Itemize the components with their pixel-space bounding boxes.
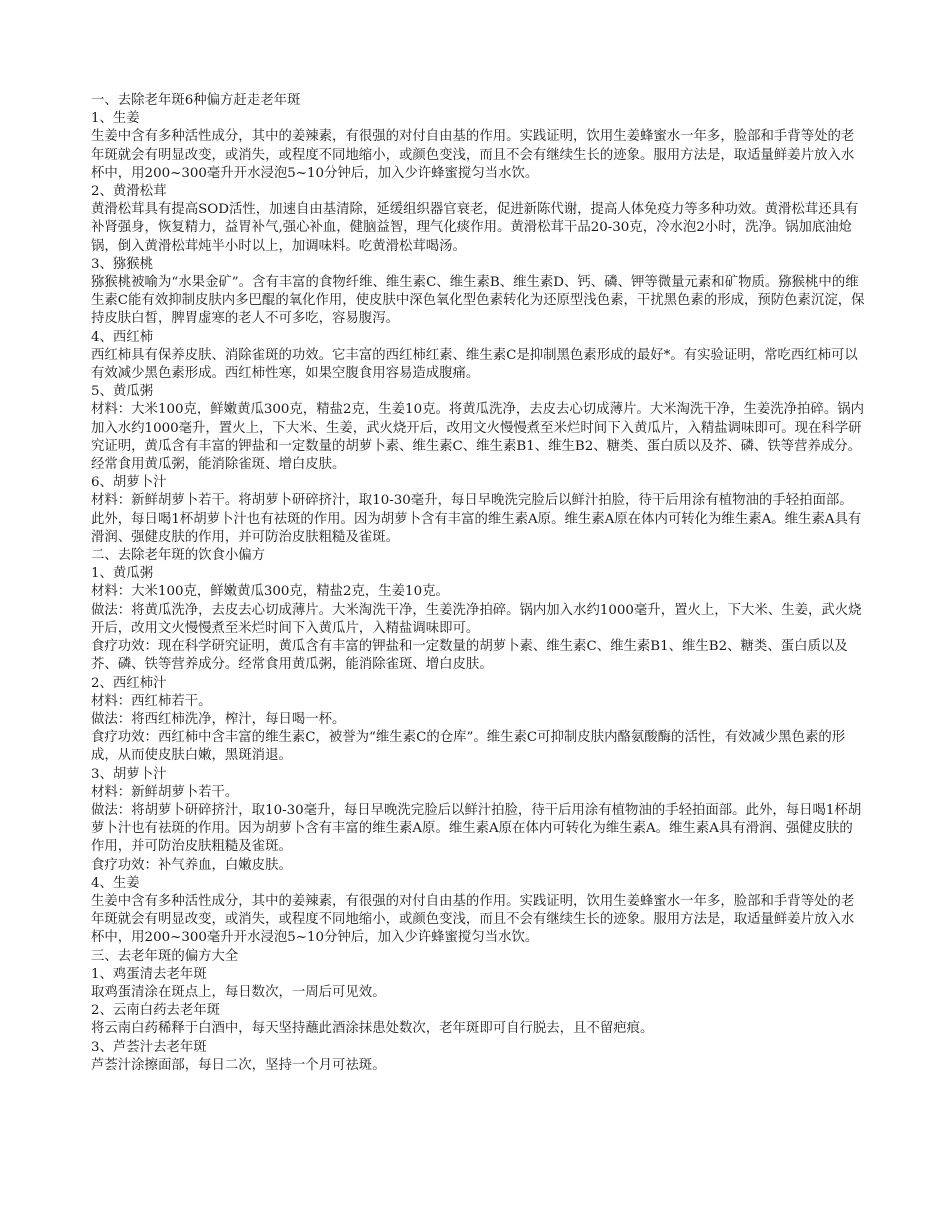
document-body	[91, 92, 866, 1075]
paragraph: 材料：西红柿若干。	[91, 693, 212, 709]
item-heading: 2、黄滑松茸	[91, 184, 167, 200]
paragraph: 食疗功效：西红柿中含丰富的维生素C，被誉为“维生素C的仓库”。维生素C可抑制皮肤内酪氨酸酶的活性，有效减少黑色素的形成，从而使皮肤白嫩，黑斑消退。	[91, 730, 846, 764]
paragraph: 取鸡蛋清涂在斑点上，每日数次，一周后可见效。	[91, 984, 386, 1000]
item-heading: 3、胡萝卜汁	[91, 766, 167, 782]
item-heading: 1、鸡蛋清去老年斑	[91, 966, 207, 982]
item-heading: 2、西红柿汁	[91, 675, 167, 691]
section-heading: 一、去除老年斑6种偏方赶走老年斑	[91, 93, 301, 108]
item-heading: 3、芦荟汁去老年斑	[91, 1039, 207, 1055]
item-heading: 4、生姜	[91, 875, 140, 891]
paragraph: 生姜中含有多种活性成分，其中的姜辣素，有很强的对付自由基的作用。实践证明，饮用生姜蜂蜜水一年多，脸部和手背等处的老年斑就会有明显改变，或消失，或程度不同地缩小，或颜色变浅，而且不会有继续生长的迹象。服用方法是，取适量鲜姜片放入水杯中，用200~300毫升开水浸泡5~10分钟后，加入少许蜂蜜搅匀当水饮。	[91, 129, 855, 181]
item-heading: 6、胡萝卜汁	[91, 475, 167, 491]
paragraph: 黄滑松茸具有提高SOD活性，加速自由基清除，延缓组织器官衰老，促进新陈代谢，提高人体免疫力等多种功效。黄滑松茸还具有补肾强身，恢复精力，益胃补气,强心补血，健脑益智，理气化痰作用。黄滑松茸干品20-30克，冷水泡2小时，洗净。锅加底油炝锅，倒入黄滑松茸炖半小时以上，加调味料。吃黄滑松茸喝汤。	[91, 202, 859, 254]
paragraph: 芦荟汁涂擦面部，每日二次，坚持一个月可祛斑。	[91, 1057, 386, 1073]
item-heading: 2、云南白药去老年斑	[91, 1003, 221, 1019]
paragraph: 生姜中含有多种活性成分，其中的姜辣素，有很强的对付自由基的作用。实践证明，饮用生姜蜂蜜水一年多，脸部和手背等处的老年斑就会有明显改变，或消失，或程度不同地缩小，或颜色变浅，而且不会有继续生长的迹象。服用方法是，取适量鲜姜片放入水杯中，用200~300毫升开水浸泡5~10分钟后，加入少许蜂蜜搅匀当水饮。	[91, 893, 855, 946]
item-heading: 1、黄瓜粥	[91, 566, 154, 582]
paragraph: 做法：将胡萝卜研碎挤汁，取10-30毫升，每日早晚洗完脸后以鲜汁拍脸，待干后用涂有植物油的手轻拍面部。此外，每日喝1杯胡萝卜汁也有祛斑的作用。因为胡萝卜含有丰富的维生素A原。维生素A原在体内可转化为维生素A。维生素A具有滑润、强健皮肤的作用，并可防治皮肤粗糙及雀斑。	[91, 802, 862, 855]
section-heading: 二、去除老年斑的饮食小偏方	[91, 548, 266, 564]
item-heading: 4、西红柿	[91, 329, 154, 345]
paragraph: 材料：大米100克，鲜嫩黄瓜300克，精盐2克，生姜10克。	[91, 584, 449, 600]
paragraph: 材料：新鲜胡萝卜若干。	[91, 784, 239, 800]
paragraph: 材料：新鲜胡萝卜若干。将胡萝卜研碎挤汁，取10-30毫升，每日早晚洗完脸后以鲜汁拍脸，待干后用涂有植物油的手轻拍面部。此外，每日喝1杯胡萝卜汁也有祛斑的作用。因为胡萝卜含有丰富的维生素A原。维生素A原在体内可转化为维生素A。维生素A具有滑润、强健皮肤的作用，并可防治皮肤粗糙及雀斑。	[91, 493, 862, 545]
paragraph: 将云南白药稀释于白酒中，每天坚持蘸此酒涂抹患处数次，老年斑即可自行脱去，且不留疤痕。	[91, 1021, 654, 1037]
item-heading: 1、生姜	[91, 111, 140, 127]
paragraph: 猕猴桃被喻为“水果金矿”。含有丰富的食物纤维、维生素C、维生素B、维生素D、钙、磷、钾等微量元素和矿物质。猕猴桃中的维生素C能有效抑制皮肤内多巴醌的氧化作用，使皮肤中深色氧化型色素转化为还原型浅色素，干扰黑色素的形成，预防色素沉淀，保持皮肤白皙，脾胃虚寒的老人不可多吃，容易腹泻。	[91, 275, 865, 327]
paragraph: 材料：大米100克，鲜嫩黄瓜300克，精盐2克，生姜10克。将黄瓜洗净，去皮去心切成薄片。大米淘洗干净，生姜洗净拍碎。锅内加入水约1000毫升，置火上，下大米、生姜，武火烧开后，改用文火慢慢煮至米烂时间下入黄瓜片，入精盐调味即可。现在科学研究证明，黄瓜含有丰富的钾盐和一定数量的胡萝卜素、维生素C、维生素B1、维生B2、糖类、蛋白质以及芥、磷、铁等营养成分。经常食用黄瓜粥，能消除雀斑、增白皮肤。	[91, 402, 864, 473]
paragraph: 食疗功效：补气养血，白嫩皮肤。	[91, 857, 292, 873]
paragraph: 西红柿具有保养皮肤、消除雀斑的功效。它丰富的西红柿红素、维生素C是抑制黑色素形成的最好*。有实验证明，常吃西红柿可以有效减少黑色素形成。西红柿性寒，如果空腹食用容易造成腹痛。	[91, 347, 858, 382]
section-heading: 三、去老年斑的偏方大全	[91, 948, 239, 964]
paragraph: 做法：将西红柿洗净，榨汁，每日喝一杯。	[91, 711, 346, 727]
paragraph: 食疗功效：现在科学研究证明，黄瓜含有丰富的钾盐和一定数量的胡萝卜素、维生素C、维生素B1、维生B2、糖类、蛋白质以及芥、磷、铁等营养成分。经常食用黄瓜粥，能消除雀斑、增白皮肤。	[91, 639, 848, 673]
item-heading: 5、黄瓜粥	[91, 384, 154, 400]
item-heading: 3、猕猴桃	[91, 256, 154, 272]
paragraph: 做法：将黄瓜洗净，去皮去心切成薄片。大米淘洗干净，生姜洗净拍碎。锅内加入水约1000毫升，置火上，下大米、生姜，武火烧开后，改用文火慢慢煮至米烂时间下入黄瓜片，入精盐调味即可。	[91, 602, 862, 636]
